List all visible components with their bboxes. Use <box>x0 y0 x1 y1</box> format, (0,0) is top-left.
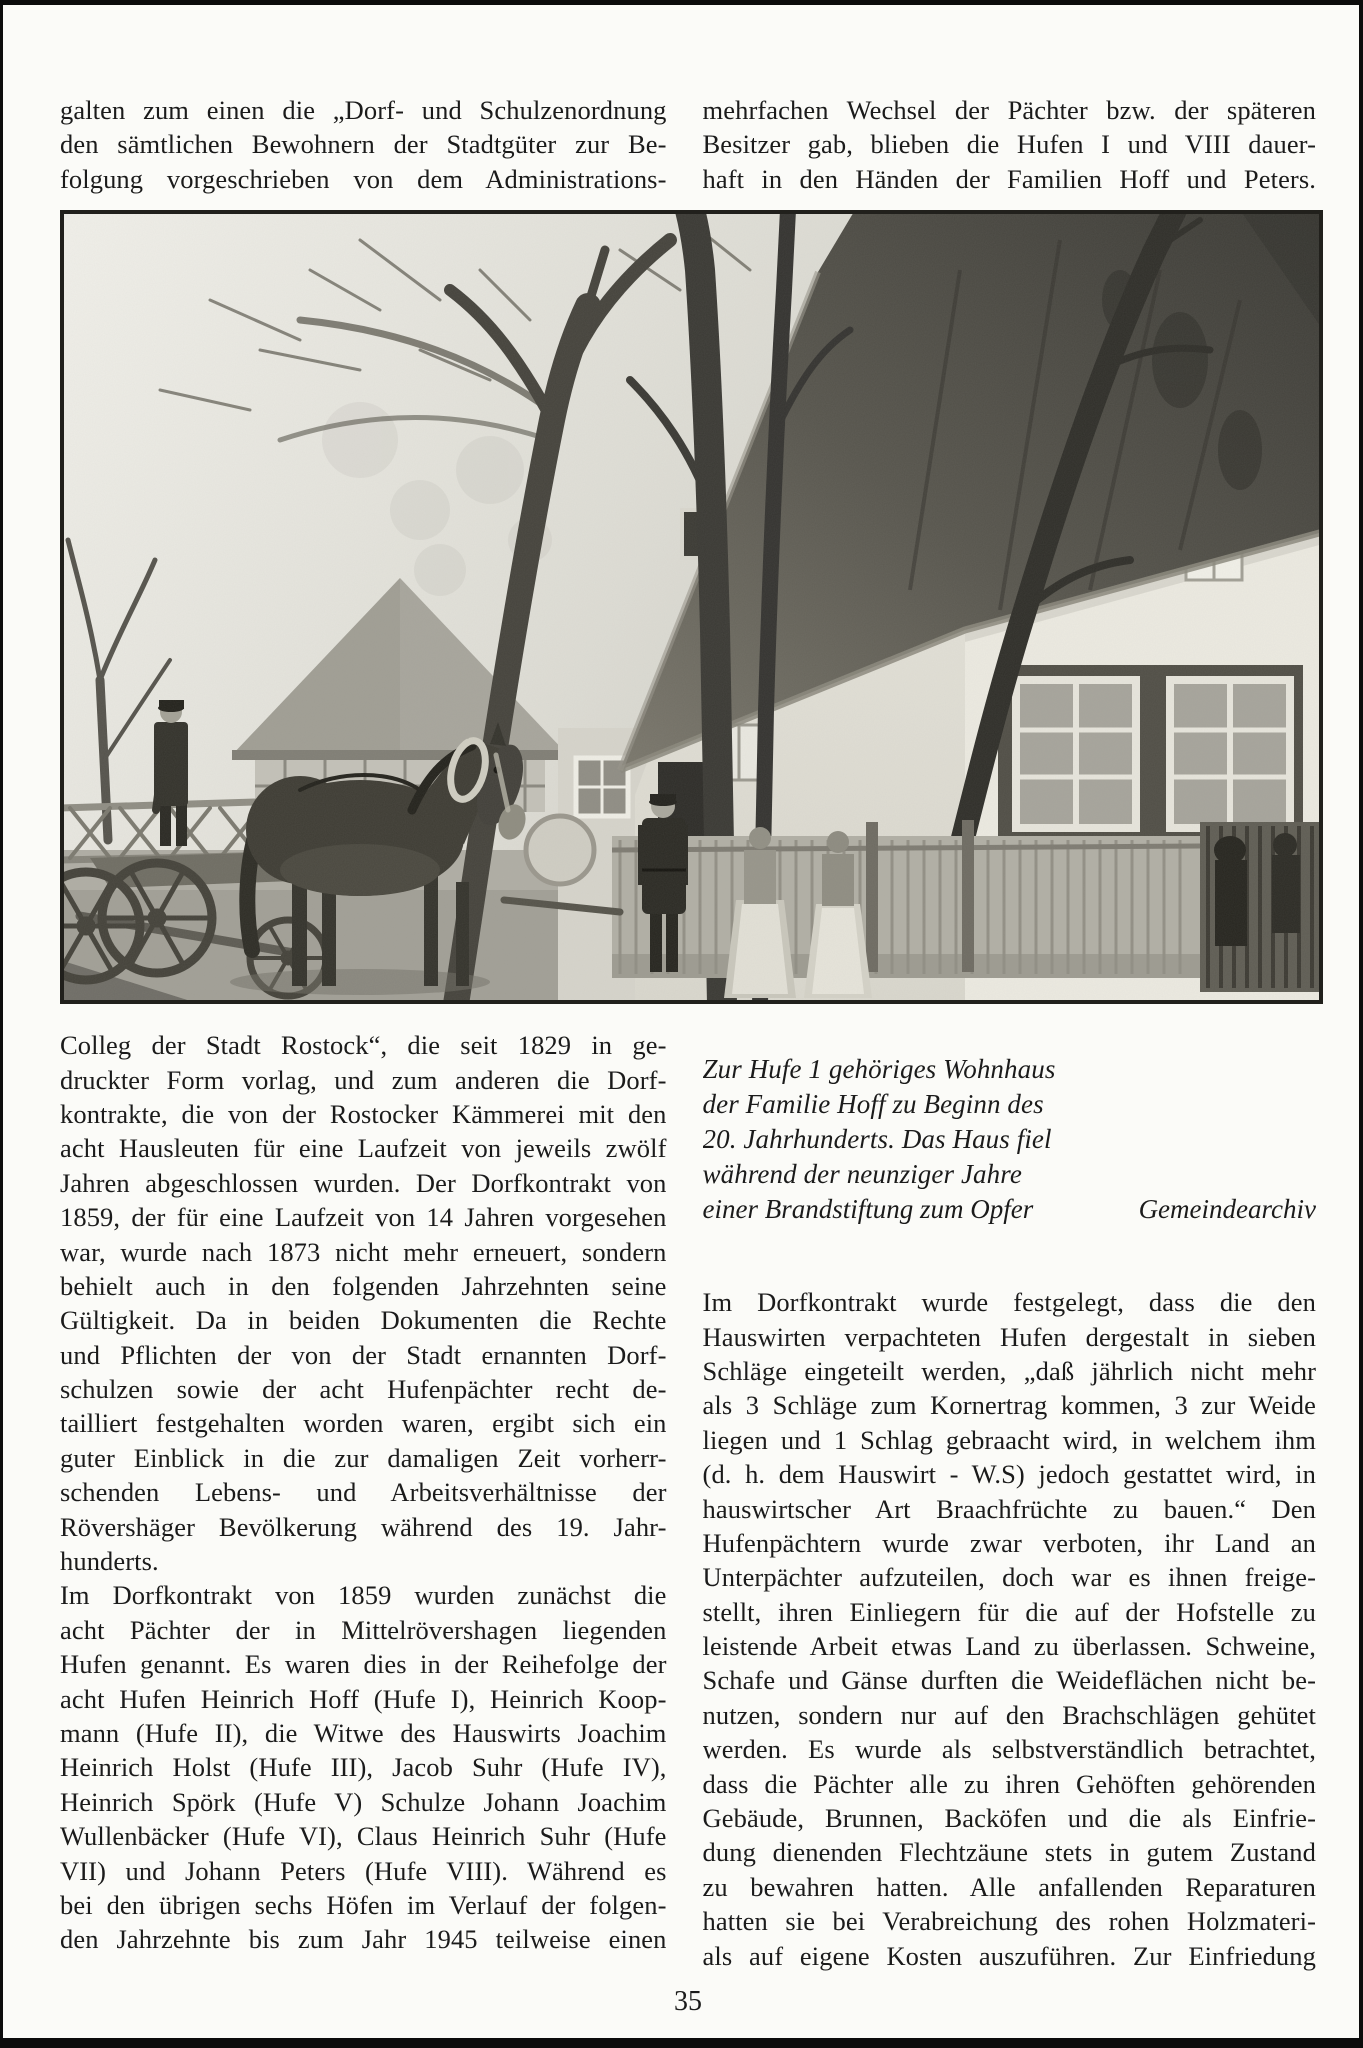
text-line: galten zum einen die „Dorf- und Schulzenordnung <box>60 95 667 125</box>
text-line: (d. h. dem Hauswirt - W.S) jedoch gestattet wird, in <box>702 1459 1316 1490</box>
text-line: Heinrich Holst (Hufe III), Jacob Suhr (Hufe IV), <box>60 1752 667 1783</box>
text-line: mehrfachen Wechsel der Pächter bzw. der späteren <box>702 95 1316 125</box>
text-line: guter Einblick in die zur damaligen Zeit vorherr- <box>60 1442 667 1473</box>
body-row <box>60 1028 1316 1973</box>
text-line: Heinrich Spörk (Hufe V) Schulze Johann Joachim <box>60 1786 667 1817</box>
text-line: schulzen sowie der acht Hufenpächter recht de- <box>60 1374 667 1405</box>
paper <box>3 5 1359 2038</box>
text-line: Besitzer gab, blieben die Hufen I und VIII dauer- <box>702 129 1316 160</box>
text-line: Hufenpächtern wurde zwar verboten, ihr Land an <box>702 1527 1316 1558</box>
intro-row <box>60 93 1316 196</box>
text-line: Wullenbäcker (Hufe VI), Claus Heinrich Suhr (Hufe <box>60 1821 667 1852</box>
text-line: hunderts. <box>60 1546 159 1577</box>
caption-credit: Gemeindearchiv <box>1138 1194 1316 1225</box>
photo-caption-last-line <box>703 1192 1316 1227</box>
text-line: schenden Lebens- und Arbeitsverhältnisse der <box>60 1477 667 1508</box>
text-line: folgung vorgeschrieben von dem Administrations- <box>60 163 667 194</box>
text-line: Rövershäger Bevölkerung während des 19. Jahr- <box>60 1511 667 1542</box>
text-line: als auf eigene Kosten auszuführen. Zur Einfriedung <box>702 1940 1316 1971</box>
text-line: Hufen genannt. Es waren dies in der Reihefolge der <box>60 1649 667 1680</box>
text-line: Gebäude, Brunnen, Backöfen und die als Einfrie- <box>702 1803 1316 1834</box>
text-line: den sämtlichen Bewohnern der Stadtgüter zur Be- <box>60 129 667 160</box>
text-line: nutzen, sondern nur auf den Brachschlägen gehütet <box>702 1699 1316 1730</box>
text-line: 1859, der für eine Laufzeit von 14 Jahren vorgesehen <box>60 1202 667 1233</box>
text-line: tailliert festgehalten worden waren, ergibt sich ein <box>60 1408 667 1439</box>
page-number: 35 <box>674 1985 702 2017</box>
text-line: Unterpächter aufzuteilen, doch war es ihnen freige- <box>702 1562 1316 1593</box>
text-line: druckter Form vorlag, und zum anderen die Dorf- <box>60 1064 667 1095</box>
text-line: und Pflichten der von der Stadt ernannten Dorf- <box>60 1339 667 1370</box>
page-content <box>3 5 1359 2038</box>
photo-caption <box>703 1052 1316 1227</box>
text-line: hatten sie bei Verabreichung des rohen Holzmateri- <box>702 1906 1316 1937</box>
text-line: acht Hausleuten für eine Laufzeit von jeweils zwölf <box>60 1133 667 1164</box>
text-line: zu bewahren hatten. Alle anfallenden Reparaturen <box>702 1871 1316 1902</box>
text-line: 20. Jahrhunderts. Das Haus fiel <box>702 1124 1052 1155</box>
text-line: dung dienenden Flechtzäune stets in gutem Zustand <box>702 1837 1316 1868</box>
text-line: Jahren abgeschlossen wurden. Der Dorfkontrakt von <box>60 1167 667 1198</box>
body-right-column <box>703 1028 1316 1973</box>
text-line: als 3 Schläge zum Kornertrag kommen, 3 zur Weide <box>702 1390 1316 1421</box>
text-line: Colleg der Stadt Rostock“, die seit 1829 in ge- <box>60 1030 667 1061</box>
text-line: acht Pächter der in Mittelrövershagen liegenden <box>60 1614 667 1645</box>
text-line: Hauswirten verpachteten Hufen dergestalt in sieben <box>702 1321 1316 1352</box>
text-line: acht Hufen Heinrich Hoff (Hufe I), Heinrich Koop- <box>60 1683 667 1714</box>
text-line: liegen und 1 Schlag gebraacht wird, in welchem ihm <box>702 1424 1316 1455</box>
text-line: dass die Pächter alle zu ihren Gehöften gehörenden <box>702 1768 1316 1799</box>
text-line: bei den übrigen sechs Höfen im Verlauf der folgen- <box>60 1889 667 1920</box>
photo-grain <box>60 210 1323 1004</box>
body-left-column <box>60 1028 667 1973</box>
body-right-text <box>703 1285 1316 1973</box>
text-line: stellt, ihren Einliegern für die auf der Hofstelle zu <box>702 1596 1316 1627</box>
text-line: der Familie Hoff zu Beginn des <box>702 1089 1044 1120</box>
text-line: den Jahrzehnte bis zum Jahr 1945 teilweise einen <box>60 1924 667 1955</box>
text-line: Im Dorfkontrakt von 1859 wurden zunächst die <box>60 1580 667 1611</box>
text-line: während der neunziger Jahre <box>702 1159 1022 1190</box>
text-line: hauswirtscher Art Braachfrüchte zu bauen.“ Den <box>702 1493 1316 1524</box>
text-line: Gültigkeit. Da in beiden Dokumenten die Rechte <box>60 1305 667 1336</box>
text-line: behielt auch in den folgenden Jahrzehnten seine <box>60 1270 667 1301</box>
text-line: mann (Hufe II), die Witwe des Hauswirts Joachim <box>60 1717 667 1748</box>
text-line: Schläge eingeteilt werden, „daß jährlich nicht mehr <box>702 1355 1316 1386</box>
intro-left-column <box>60 93 667 196</box>
text-line: VII) und Johann Peters (Hufe VIII). Während es <box>60 1855 667 1886</box>
text-line: Im Dorfkontrakt wurde festgelegt, dass die den <box>702 1287 1316 1318</box>
text-line: haft in den Händen der Familien Hoff und Peters. <box>702 163 1316 194</box>
text-line: werden. Es wurde als selbstverständlich betrachtet, <box>702 1734 1316 1765</box>
text-line: Schafe und Gänse durften die Weideflächen nicht be- <box>702 1665 1316 1696</box>
text-line: leistende Arbeit etwas Land zu überlassen. Schweine, <box>702 1631 1316 1662</box>
intro-right-column <box>703 93 1316 196</box>
caption-text: einer Brandstiftung zum Opfer <box>702 1194 1034 1225</box>
text-line: Zur Hufe 1 gehöriges Wohnhaus <box>702 1054 1056 1085</box>
text-line: war, wurde nach 1873 nicht mehr erneuert, sondern <box>60 1236 667 1267</box>
historical-photo <box>60 210 1323 1004</box>
text-line: kontrakte, die von der Rostocker Kämmerei mit den <box>60 1098 667 1129</box>
